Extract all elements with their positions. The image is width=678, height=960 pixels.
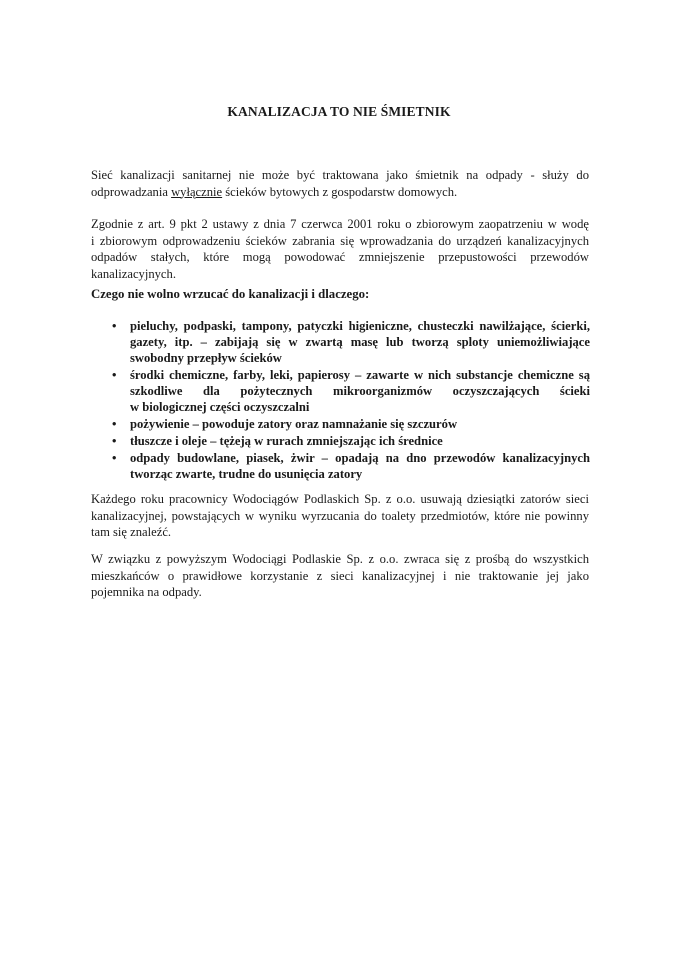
paragraph-legal-basis [91,216,589,282]
list-item [112,433,590,449]
bullet-icon: • [112,451,117,465]
list-item-line: tworząc zwarte, trudne do usunięcia zatory [130,467,363,481]
paragraph-line [91,184,589,201]
list-item-line: szkodliwe dla pożytecznych mikroorganizmów oczyszczających ścieki [130,384,590,398]
paragraph-line: mieszkańców o prawidłowe korzystanie z sieci kanalizacyjnej i nie traktowanie jej jako [91,568,589,583]
paragraph-request [91,551,589,601]
paragraph-line: Sieć kanalizacji sanitarnej nie może być traktowana jako śmietnik na odpady - służy do [91,168,589,182]
list-heading: Czego nie wolno wrzucać do kanalizacji i dlaczego: [91,287,370,301]
paragraph-line: Każdego roku pracownicy Wodociągów Podlaskich Sp. z o.o. usuwają dziesiątki zatorów sieci [91,492,589,506]
list-item [112,367,590,415]
emphasis-underlined: wyłącznie [171,184,223,199]
list-item [112,416,590,432]
paragraph-line: kanalizacyjnej, powstających w wyniku wyrzucania do toalety przedmiotów, które nie powinny [91,508,589,523]
paragraph-line: i zbiorowym odprowadzeniu ścieków zabrania się wprowadzania do urządzeń kanalizacyjnych [91,233,589,248]
list-item-line: pieluchy, podpaski, tampony, patyczki higieniczne, chusteczki nawilżające, ścierki, [130,319,590,333]
paragraph-blockages [91,491,589,541]
prohibited-items-list [112,318,590,483]
text-fragment: ścieków bytowych z gospodarstw domowych. [222,184,458,199]
paragraph-line: tam się znaleźć. [91,525,172,539]
paragraph-line: kanalizacyjnych. [91,266,176,281]
text-fragment: odprowadzania [91,184,172,199]
paragraph-line: pojemnika na odpady. [91,585,202,599]
list-item-line: swobodny przepływ ścieków [130,351,282,365]
bullet-icon: • [112,434,117,448]
list-item-line: pożywienie – powoduje zatory oraz namnażanie się szczurów [130,417,458,431]
list-item-line: gazety, itp. – zabijają się w zwartą masę lub tworzą sploty uniemożliwiające [130,335,590,349]
bullet-icon: • [112,417,117,431]
list-item-line: środki chemiczne, farby, leki, papierosy – zawarte w nich substancje chemiczne są [130,368,590,382]
list-item [112,450,590,482]
paragraph-purpose [91,167,589,200]
paragraph-line: odpadów stałych, które mogą powodować zmniejszenie przepustowości przewodów [91,250,589,264]
document-title: KANALIZACJA TO NIE ŚMIETNIK [227,104,451,119]
list-item-line: odpady budowlane, piasek, żwir – opadają na dno przewodów kanalizacyjnych [130,451,590,465]
bullet-icon: • [112,368,117,382]
list-item-line: tłuszcze i oleje – tężeją w rurach zmniejszając ich średnice [130,434,443,448]
bullet-icon: • [112,319,117,333]
paragraph-line: Zgodnie z art. 9 pkt 2 ustawy z dnia 7 czerwca 2001 roku o zbiorowym zaopatrzeniu w wodę [91,217,589,231]
paragraph-line: W związku z powyższym Wodociągi Podlaskie Sp. z o.o. zwraca się z prośbą do wszystkich [91,552,589,566]
list-item-line: w biologicznej części oczyszczalni [130,400,310,414]
list-item [112,318,590,366]
